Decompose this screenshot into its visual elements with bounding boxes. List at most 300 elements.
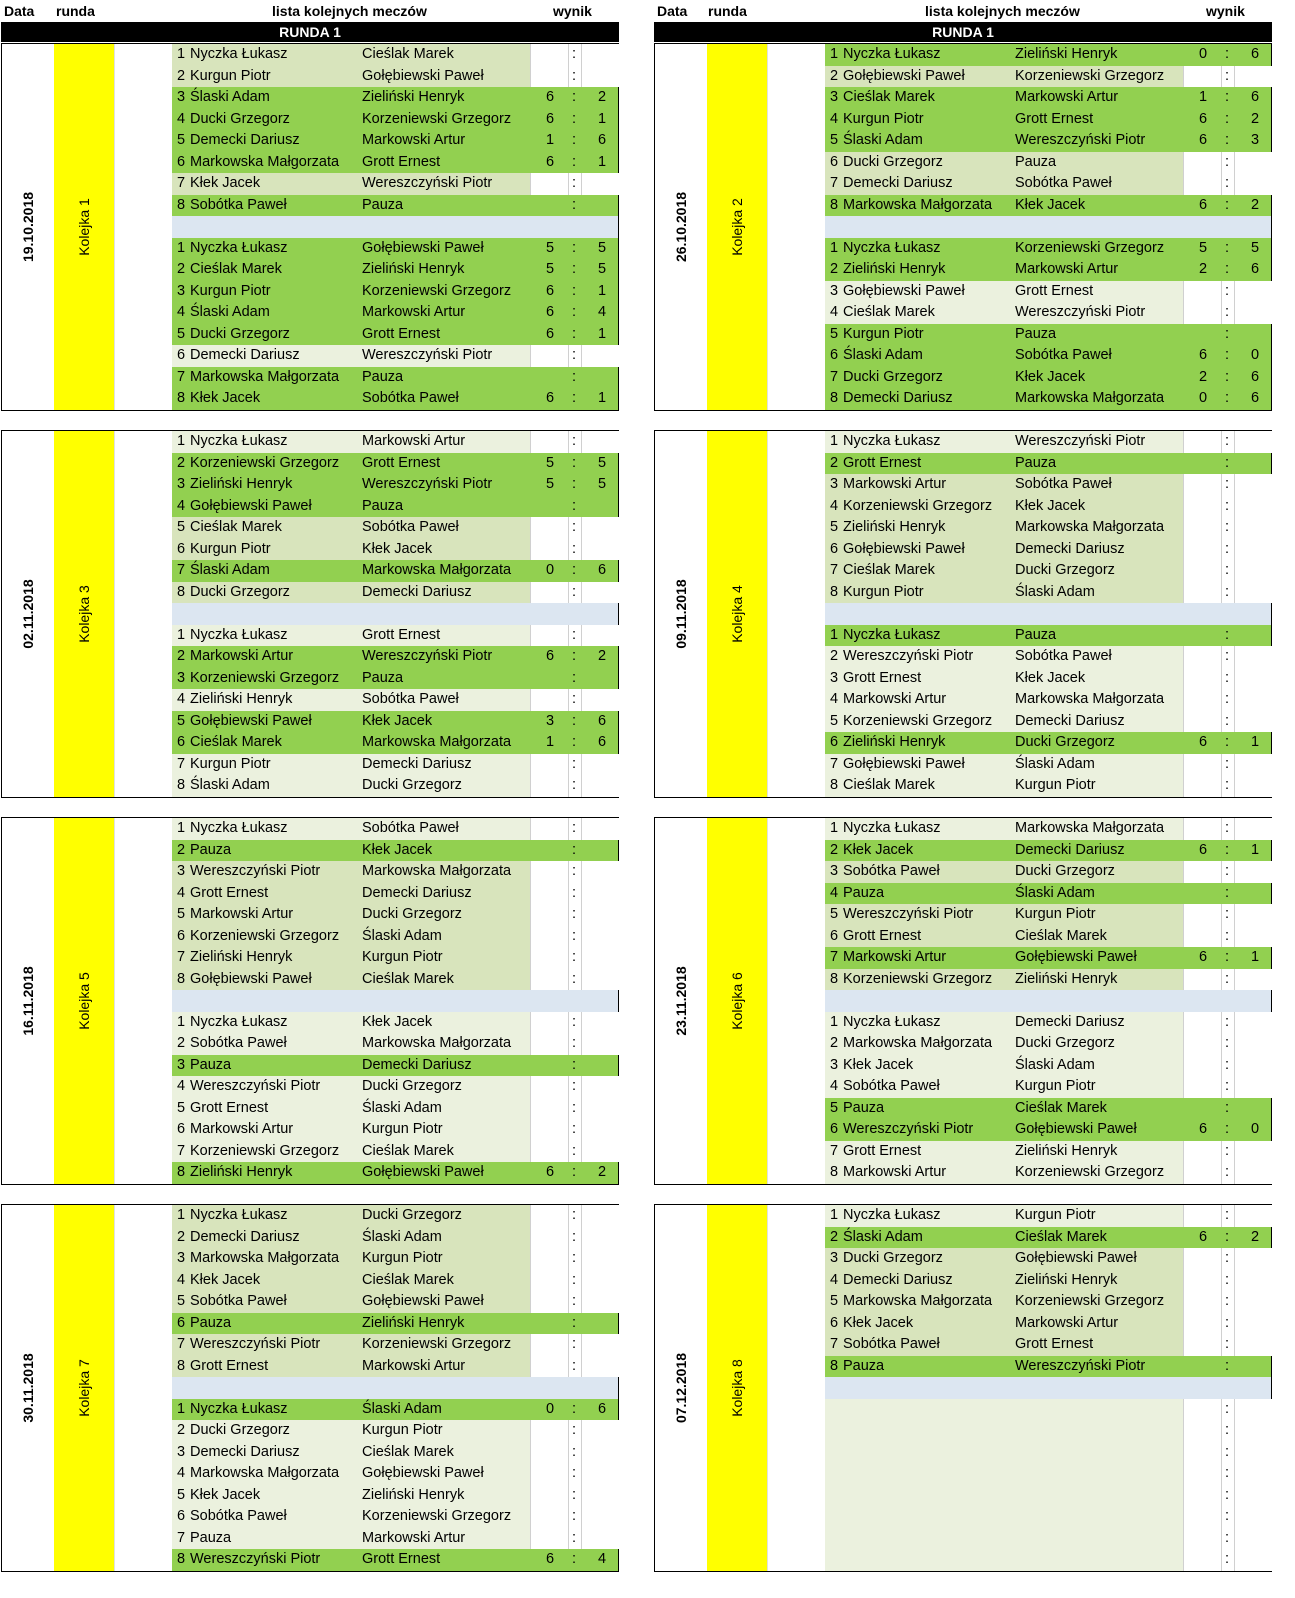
score-home[interactable]: 5 bbox=[1199, 239, 1208, 256]
score-divider bbox=[568, 1012, 569, 1034]
player-home: Demecki Dariusz bbox=[843, 1271, 953, 1288]
score-colon: : bbox=[572, 347, 577, 363]
score-divider bbox=[1221, 1205, 1222, 1227]
score-divider bbox=[581, 1076, 582, 1098]
player-home: Markowska Małgorzata bbox=[190, 1250, 340, 1266]
score-colon: : bbox=[1225, 454, 1230, 471]
score-divider bbox=[581, 861, 582, 883]
match-row bbox=[172, 732, 618, 754]
group-separator bbox=[825, 603, 1271, 625]
player-home: Pauza bbox=[843, 1099, 885, 1116]
match-number: 7 bbox=[830, 175, 839, 191]
score-home[interactable]: 6 bbox=[546, 110, 555, 127]
score-divider bbox=[581, 345, 582, 367]
score-colon: : bbox=[1225, 110, 1230, 127]
score-away[interactable]: 0 bbox=[1251, 1121, 1260, 1137]
score-colon: : bbox=[1225, 884, 1230, 901]
score-divider bbox=[1234, 904, 1235, 926]
score-divider bbox=[1234, 926, 1235, 948]
score-divider bbox=[568, 818, 569, 840]
score-away[interactable]: 6 bbox=[1251, 46, 1260, 62]
player-home: Nyczka Łukasz bbox=[190, 433, 288, 449]
score-home[interactable]: 6 bbox=[1199, 1121, 1208, 1137]
player-home: Cieślak Marek bbox=[843, 562, 935, 578]
player-away: Cieślak Marek bbox=[362, 1271, 454, 1288]
player-home: Cieślak Marek bbox=[843, 89, 935, 105]
score-divider bbox=[581, 1356, 582, 1378]
player-away: Sobótka Paweł bbox=[362, 519, 459, 535]
player-home: Cieślak Marek bbox=[843, 777, 935, 793]
score-divider bbox=[581, 1205, 582, 1227]
score-divider bbox=[568, 625, 569, 647]
match-number: 2 bbox=[177, 1035, 186, 1051]
score-divider bbox=[1234, 1033, 1235, 1055]
player-away: Demecki Dariusz bbox=[362, 755, 472, 772]
player-home: Zieliński Henryk bbox=[190, 691, 293, 707]
player-away: Kłek Jacek bbox=[362, 712, 433, 729]
score-away[interactable]: 1 bbox=[598, 282, 607, 299]
player-away: Ducki Grzegorz bbox=[1015, 562, 1115, 578]
score-home[interactable]: 6 bbox=[1199, 1228, 1208, 1245]
player-home: Demecki Dariusz bbox=[190, 1443, 300, 1460]
player-away: Zieliński Henryk bbox=[362, 89, 465, 105]
score-divider bbox=[581, 1270, 582, 1292]
score-divider bbox=[568, 66, 569, 88]
score-divider bbox=[1221, 969, 1222, 991]
match-row bbox=[172, 1055, 618, 1077]
player-away: Kurgun Piotr bbox=[1015, 777, 1096, 793]
match-row bbox=[172, 66, 618, 88]
score-away[interactable]: 2 bbox=[598, 648, 607, 664]
player-away: Gołębiewski Paweł bbox=[362, 67, 484, 84]
player-away: Sobótka Paweł bbox=[362, 691, 459, 707]
match-number: 6 bbox=[177, 1508, 186, 1524]
player-home: Nyczka Łukasz bbox=[843, 433, 941, 449]
score-away[interactable]: 6 bbox=[1251, 368, 1260, 385]
player-away: Pauza bbox=[1015, 153, 1057, 170]
match-row bbox=[172, 44, 618, 66]
player-away: Markowski Artur bbox=[362, 1529, 466, 1546]
player-home: Korzeniewski Grzegorz bbox=[190, 669, 340, 686]
player-away: Cieślak Marek bbox=[362, 46, 454, 62]
score-away[interactable]: 1 bbox=[1251, 734, 1260, 750]
player-away: Sobótka Paweł bbox=[1015, 347, 1112, 363]
score-away[interactable]: 2 bbox=[598, 89, 607, 105]
score-colon: : bbox=[572, 132, 577, 148]
match-number: 3 bbox=[177, 1250, 186, 1266]
score-divider bbox=[1221, 1528, 1222, 1550]
player-away: Pauza bbox=[362, 368, 404, 385]
match-number: 8 bbox=[177, 196, 186, 213]
score-divider bbox=[1234, 1313, 1235, 1335]
score-colon: : bbox=[1225, 906, 1230, 922]
match-row bbox=[172, 560, 618, 582]
match-number: 1 bbox=[177, 1013, 186, 1030]
score-divider bbox=[568, 689, 569, 711]
score-colon: : bbox=[1225, 669, 1230, 686]
score-colon: : bbox=[1225, 132, 1230, 148]
player-away: Markowska Małgorzata bbox=[1015, 691, 1165, 707]
blank-cell bbox=[114, 431, 172, 797]
score-away[interactable]: 4 bbox=[598, 1551, 607, 1567]
match-row bbox=[825, 840, 1271, 862]
score-divider bbox=[568, 1506, 569, 1528]
score-divider bbox=[1234, 1549, 1235, 1571]
match-row bbox=[825, 969, 1271, 991]
score-divider bbox=[568, 1119, 569, 1141]
match-row bbox=[825, 1442, 1271, 1464]
match-row bbox=[825, 1162, 1271, 1184]
score-divider bbox=[1234, 1334, 1235, 1356]
score-home[interactable]: 6 bbox=[546, 89, 555, 105]
match-number: 1 bbox=[830, 626, 839, 643]
score-home[interactable]: 1 bbox=[546, 734, 555, 750]
score-away[interactable]: 5 bbox=[598, 454, 607, 471]
match-row bbox=[825, 1399, 1271, 1421]
date-label: 23.11.2018 bbox=[673, 966, 689, 1036]
player-away: Kłek Jacek bbox=[1015, 196, 1086, 213]
score-colon: : bbox=[572, 325, 577, 342]
score-away[interactable]: 2 bbox=[1251, 196, 1260, 213]
score-divider bbox=[581, 1141, 582, 1163]
score-away[interactable]: 6 bbox=[1251, 390, 1260, 406]
group-separator bbox=[172, 990, 618, 1012]
player-away: Wereszczyński Piotr bbox=[362, 476, 493, 492]
score-away[interactable]: 6 bbox=[598, 1400, 607, 1417]
match-number: 7 bbox=[830, 562, 839, 578]
score-divider bbox=[1221, 1334, 1222, 1356]
score-home[interactable]: 6 bbox=[546, 282, 555, 299]
player-home: Gołębiewski Paweł bbox=[190, 712, 312, 729]
score-away[interactable]: 1 bbox=[598, 390, 607, 406]
score-away[interactable]: 1 bbox=[598, 325, 607, 342]
score-divider bbox=[1221, 1055, 1222, 1077]
match-number: 6 bbox=[177, 153, 186, 170]
player-away: Wereszczyński Piotr bbox=[1015, 132, 1146, 148]
match-number: 5 bbox=[830, 906, 839, 922]
player-away: Korzeniewski Grzegorz bbox=[362, 282, 512, 299]
score-divider bbox=[1234, 1248, 1235, 1270]
match-number: 5 bbox=[177, 132, 186, 148]
player-home: Pauza bbox=[843, 1357, 885, 1374]
score-colon: : bbox=[1225, 89, 1230, 105]
score-home[interactable]: 3 bbox=[546, 712, 555, 729]
match-number: 7 bbox=[177, 175, 186, 191]
score-colon: : bbox=[1225, 476, 1230, 492]
player-away: Sobótka Paweł bbox=[1015, 648, 1112, 664]
score-colon: : bbox=[1225, 196, 1230, 213]
player-home: Kurgun Piotr bbox=[190, 540, 271, 557]
score-divider bbox=[1234, 1399, 1235, 1421]
score-colon: : bbox=[1225, 497, 1230, 514]
match-number: 8 bbox=[830, 583, 839, 600]
player-away: Ducki Grzegorz bbox=[362, 906, 462, 922]
score-home[interactable]: 6 bbox=[546, 648, 555, 664]
match-number: 3 bbox=[830, 89, 839, 105]
score-away[interactable]: 6 bbox=[598, 734, 607, 750]
score-away[interactable]: 1 bbox=[598, 110, 607, 127]
score-divider bbox=[581, 1442, 582, 1464]
score-divider bbox=[1234, 1205, 1235, 1227]
match-row bbox=[825, 87, 1271, 109]
player-home: Nyczka Łukasz bbox=[843, 1207, 941, 1223]
player-home: Zieliński Henryk bbox=[843, 519, 946, 535]
player-home: Markowski Artur bbox=[190, 648, 294, 664]
match-number: 7 bbox=[177, 1336, 186, 1352]
score-away[interactable]: 5 bbox=[598, 239, 607, 256]
score-home[interactable]: 2 bbox=[1199, 261, 1208, 277]
score-colon: : bbox=[572, 282, 577, 299]
score-divider bbox=[1234, 818, 1235, 840]
player-away: Korzeniewski Grzegorz bbox=[1015, 239, 1165, 256]
score-divider bbox=[1234, 689, 1235, 711]
score-divider bbox=[568, 1270, 569, 1292]
score-home[interactable]: 6 bbox=[546, 390, 555, 406]
player-home: Ducki Grzegorz bbox=[190, 583, 290, 600]
match-row bbox=[825, 818, 1271, 840]
score-away[interactable]: 3 bbox=[1251, 132, 1260, 148]
score-colon: : bbox=[572, 691, 577, 707]
match-row bbox=[172, 1506, 618, 1528]
score-divider bbox=[581, 754, 582, 776]
kolejka-label: Kolejka 5 bbox=[76, 971, 92, 1030]
match-number: 1 bbox=[177, 433, 186, 449]
score-home[interactable]: 2 bbox=[1199, 368, 1208, 385]
match-row bbox=[172, 689, 618, 711]
score-divider bbox=[568, 1248, 569, 1270]
player-home: Zieliński Henryk bbox=[843, 261, 946, 277]
score-colon: : bbox=[572, 1099, 577, 1116]
match-number: 7 bbox=[177, 368, 186, 385]
match-row bbox=[172, 1549, 618, 1571]
score-home[interactable]: 6 bbox=[546, 325, 555, 342]
score-colon: : bbox=[572, 1551, 577, 1567]
kolejka-cell bbox=[54, 44, 114, 410]
score-home[interactable]: 6 bbox=[1199, 734, 1208, 750]
player-home: Markowska Małgorzata bbox=[843, 1293, 993, 1309]
match-row bbox=[172, 302, 618, 324]
score-home[interactable]: 0 bbox=[546, 1400, 555, 1417]
match-number: 4 bbox=[830, 1271, 839, 1288]
group-separator bbox=[172, 603, 618, 625]
score-divider bbox=[568, 582, 569, 604]
score-colon: : bbox=[572, 1013, 577, 1030]
score-divider bbox=[581, 44, 582, 66]
score-away[interactable]: 2 bbox=[1251, 110, 1260, 127]
score-divider bbox=[581, 517, 582, 539]
score-colon: : bbox=[1225, 1422, 1230, 1438]
score-colon: : bbox=[1225, 841, 1230, 858]
score-home[interactable]: 5 bbox=[546, 239, 555, 256]
score-home[interactable]: 6 bbox=[546, 153, 555, 170]
score-colon: : bbox=[1225, 1443, 1230, 1460]
score-away[interactable]: 0 bbox=[1251, 347, 1260, 363]
match-number: 3 bbox=[830, 1250, 839, 1266]
score-away[interactable]: 6 bbox=[598, 132, 607, 148]
score-colon: : bbox=[572, 1400, 577, 1417]
score-divider bbox=[1221, 1076, 1222, 1098]
score-divider bbox=[1234, 1463, 1235, 1485]
match-row bbox=[825, 474, 1271, 496]
match-row bbox=[825, 1334, 1271, 1356]
score-divider bbox=[568, 861, 569, 883]
score-home[interactable]: 6 bbox=[1199, 841, 1208, 858]
score-home[interactable]: 6 bbox=[546, 1551, 555, 1567]
player-home: Wereszczyński Piotr bbox=[190, 1336, 321, 1352]
player-home: Cieślak Marek bbox=[843, 304, 935, 320]
score-away[interactable]: 1 bbox=[1251, 949, 1260, 965]
score-home[interactable]: 6 bbox=[1199, 949, 1208, 965]
match-number: 2 bbox=[177, 261, 186, 277]
score-away[interactable]: 6 bbox=[598, 712, 607, 729]
score-home[interactable]: 1 bbox=[1199, 89, 1208, 105]
score-home[interactable]: 6 bbox=[1199, 347, 1208, 363]
match-number: 6 bbox=[177, 540, 186, 557]
score-away[interactable]: 2 bbox=[1251, 1228, 1260, 1245]
match-row bbox=[172, 582, 618, 604]
player-away: Grott Ernest bbox=[1015, 1336, 1094, 1352]
score-colon: : bbox=[572, 1035, 577, 1051]
score-divider bbox=[1221, 1420, 1222, 1442]
match-row bbox=[172, 496, 618, 518]
score-away[interactable]: 5 bbox=[598, 261, 607, 277]
score-home[interactable]: 5 bbox=[546, 476, 555, 492]
score-divider bbox=[1234, 1076, 1235, 1098]
match-row bbox=[825, 1270, 1271, 1292]
score-colon: : bbox=[1225, 1508, 1230, 1524]
score-away[interactable]: 1 bbox=[1251, 841, 1260, 858]
player-away: Pauza bbox=[362, 196, 404, 213]
match-row bbox=[825, 861, 1271, 883]
header-lista-left: lista kolejnych meczów bbox=[272, 3, 427, 19]
score-colon: : bbox=[572, 884, 577, 901]
match-row bbox=[825, 367, 1271, 389]
kolejka-cell bbox=[54, 818, 114, 1184]
score-away[interactable]: 6 bbox=[598, 562, 607, 578]
score-away[interactable]: 6 bbox=[1251, 261, 1260, 277]
group-separator bbox=[172, 216, 618, 238]
score-colon: : bbox=[572, 1228, 577, 1245]
match-number: 8 bbox=[830, 1357, 839, 1374]
player-home: Demecki Dariusz bbox=[190, 132, 300, 148]
player-away: Grott Ernest bbox=[1015, 282, 1094, 299]
score-colon: : bbox=[572, 454, 577, 471]
player-away: Gołębiewski Paweł bbox=[362, 1293, 484, 1309]
score-colon: : bbox=[1225, 153, 1230, 170]
score-away[interactable]: 6 bbox=[1251, 89, 1260, 105]
match-row bbox=[825, 1012, 1271, 1034]
match-row bbox=[172, 883, 618, 905]
score-away[interactable]: 5 bbox=[598, 476, 607, 492]
score-home[interactable]: 6 bbox=[546, 1164, 555, 1180]
match-row bbox=[825, 324, 1271, 346]
player-away: Markowski Artur bbox=[1015, 1314, 1119, 1331]
player-home: Markowska Małgorzata bbox=[190, 153, 340, 170]
player-home: Kłek Jacek bbox=[190, 1486, 261, 1503]
date-label: 09.11.2018 bbox=[673, 579, 689, 649]
score-colon: : bbox=[1225, 1314, 1230, 1331]
score-home[interactable]: 6 bbox=[1199, 132, 1208, 148]
score-home[interactable]: 5 bbox=[546, 261, 555, 277]
score-away[interactable]: 2 bbox=[598, 1164, 607, 1180]
player-home: Kurgun Piotr bbox=[190, 67, 271, 84]
player-home: Korzeniewski Grzegorz bbox=[843, 497, 993, 514]
score-divider bbox=[581, 66, 582, 88]
score-home[interactable]: 1 bbox=[546, 132, 555, 148]
score-home[interactable]: 5 bbox=[546, 454, 555, 471]
match-row bbox=[825, 1248, 1271, 1270]
player-away: Demecki Dariusz bbox=[1015, 712, 1125, 729]
match-row bbox=[172, 1205, 618, 1227]
player-home: Korzeniewski Grzegorz bbox=[190, 927, 340, 944]
player-home: Ślaski Adam bbox=[843, 1228, 923, 1245]
score-home[interactable]: 0 bbox=[546, 562, 555, 578]
player-home: Ducki Grzegorz bbox=[843, 1250, 943, 1266]
player-away: Demecki Dariusz bbox=[362, 1056, 472, 1073]
match-number: 7 bbox=[830, 1336, 839, 1352]
match-number: 4 bbox=[177, 304, 186, 320]
match-number: 6 bbox=[830, 1314, 839, 1331]
match-row bbox=[172, 840, 618, 862]
player-home: Sobótka Paweł bbox=[190, 1293, 287, 1309]
score-divider bbox=[1234, 969, 1235, 991]
player-away: Kłek Jacek bbox=[1015, 669, 1086, 686]
player-away: Markowska Małgorzata bbox=[362, 863, 512, 879]
score-divider bbox=[581, 173, 582, 195]
player-away: Ducki Grzegorz bbox=[362, 1078, 462, 1094]
match-number: 8 bbox=[830, 777, 839, 793]
player-away: Ślaski Adam bbox=[1015, 884, 1095, 901]
match-number: 5 bbox=[830, 712, 839, 729]
score-home[interactable]: 0 bbox=[1199, 46, 1208, 62]
player-away: Wereszczyński Piotr bbox=[1015, 304, 1146, 320]
score-divider bbox=[1234, 1162, 1235, 1184]
match-row bbox=[172, 1420, 618, 1442]
match-number: 3 bbox=[830, 669, 839, 686]
player-home: Pauza bbox=[843, 884, 885, 901]
score-divider bbox=[568, 1463, 569, 1485]
score-home[interactable]: 6 bbox=[1199, 196, 1208, 213]
match-number: 5 bbox=[177, 1099, 186, 1116]
player-home: Ślaski Adam bbox=[190, 777, 270, 793]
score-colon: : bbox=[1225, 583, 1230, 600]
score-away[interactable]: 4 bbox=[598, 304, 607, 320]
player-away: Markowski Artur bbox=[362, 304, 466, 320]
score-colon: : bbox=[1225, 1336, 1230, 1352]
score-colon: : bbox=[572, 1271, 577, 1288]
player-away: Markowska Małgorzata bbox=[1015, 820, 1165, 836]
score-home[interactable]: 6 bbox=[546, 304, 555, 320]
match-number: 1 bbox=[830, 433, 839, 449]
score-home[interactable]: 6 bbox=[1199, 110, 1208, 127]
score-colon: : bbox=[572, 949, 577, 965]
score-home[interactable]: 0 bbox=[1199, 390, 1208, 406]
header-wynik-right: wynik bbox=[1206, 3, 1245, 19]
player-away: Markowska Małgorzata bbox=[362, 1035, 512, 1051]
player-away: Pauza bbox=[362, 497, 404, 514]
score-away[interactable]: 5 bbox=[1251, 239, 1260, 256]
match-row bbox=[172, 1119, 618, 1141]
match-row bbox=[825, 883, 1271, 905]
score-divider bbox=[1221, 152, 1222, 174]
score-divider bbox=[1221, 1270, 1222, 1292]
player-away: Gołębiewski Paweł bbox=[1015, 1250, 1137, 1266]
score-divider bbox=[568, 173, 569, 195]
match-row bbox=[172, 1528, 618, 1550]
player-away: Ducki Grzegorz bbox=[1015, 1035, 1115, 1051]
score-colon: : bbox=[572, 820, 577, 836]
score-away[interactable]: 1 bbox=[598, 153, 607, 170]
